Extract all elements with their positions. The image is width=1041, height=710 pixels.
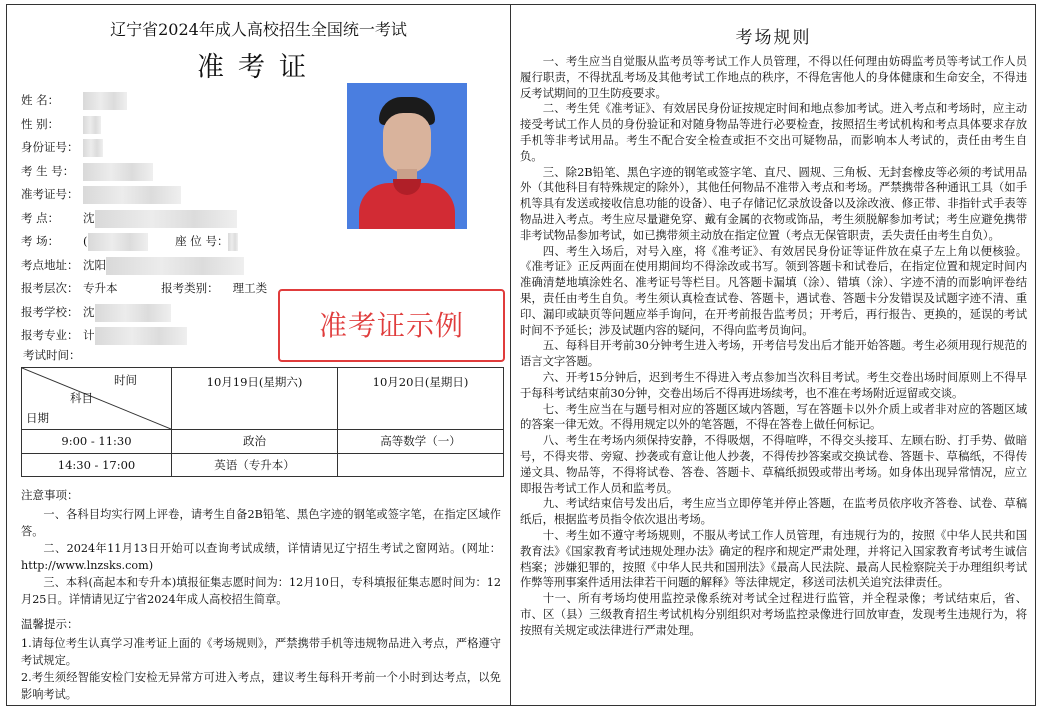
redacted-value bbox=[83, 139, 103, 157]
field-label: 考 场： bbox=[21, 234, 60, 248]
time-slot: 14:30 - 17:00 bbox=[22, 453, 172, 477]
header-time: 时间 bbox=[114, 373, 137, 387]
rule-item: 一、考生应当自觉服从监考员等考试工作人员管理，不得以任何理由妨碍监考员等考试工作人员履行职责，不得扰乱考场及其他考试工作地点的秩序，不得危害他人的身体健康和生命安全，不得违反考试期间的卫生防疫要求。 bbox=[520, 54, 1027, 100]
ticket-subtitle: 准考证 bbox=[197, 52, 320, 83]
rules-title: 考场规则 bbox=[735, 28, 812, 48]
field-gender bbox=[21, 113, 351, 137]
field-label: 考 生 号： bbox=[21, 163, 75, 178]
rule-item: 二、考生凭《准考证》、有效居民身份证按规定时间和地点参加考试。进入考点和考场时，应主动接受考试工作人员的身份验证和对随身物品等进行必要检查，按照招生考试机构和考点具体要求存放手机等非考试用品。考生不配合安全检查或拒不交出可疑物品，而影响本人考试的，责任由考生自负。 bbox=[520, 101, 1027, 163]
admission-ticket bbox=[7, 5, 510, 705]
header-subject: 科目 bbox=[70, 391, 93, 405]
field-id-number bbox=[21, 136, 351, 160]
subject-cell: 政治 bbox=[172, 430, 338, 454]
field-label: 准考证号： bbox=[21, 187, 79, 201]
header-date: 日期 bbox=[26, 411, 49, 425]
redacted-value bbox=[95, 327, 187, 345]
date-header-2: 10月20日(星期日) bbox=[338, 368, 504, 430]
sample-stamp: 准考证示例 bbox=[278, 289, 505, 362]
field-label: 性 别： bbox=[21, 116, 60, 131]
rule-item: 四、考生入场后，对号入座，将《准考证》、有效居民身份证等证件放在桌子左上角以便核验。《准考证》正反两面在使用期间均不得涂改或书写。领到答题卡和试卷后，在指定位置和规定时间内准确清楚地填涂姓名、准考证号等栏目。凡答题卡漏填（涂）、错填（涂）、字迹不清的而影响评卷结果，责任由考生自负。考生须认真检查试卷、答题卡，遇试卷、答题卡分发错误及试题字迹不清、重印、漏印或缺页等问题应举手询问，在开考前报告监考员；开考后，再行报告、更换的，延误的考试时间不予延长；涉及试题内容的疑问，不得向监考员询问。 bbox=[520, 243, 1027, 337]
field-label: 报考学校： bbox=[21, 304, 79, 319]
redacted-value bbox=[95, 210, 237, 228]
subject-cell: 英语（专升本） bbox=[172, 453, 338, 477]
field-exam-site bbox=[21, 207, 351, 231]
subject-cell: 高等数学（一） bbox=[338, 430, 504, 454]
field-exam-room bbox=[21, 230, 351, 254]
field-value: 专升本 bbox=[83, 281, 118, 295]
field-site-address bbox=[21, 254, 351, 278]
redacted-value bbox=[106, 257, 244, 275]
tips-title: 温馨提示： bbox=[21, 617, 79, 631]
rule-item: 八、考生在考场内须保持安静，不得吸烟，不得喧哗，不得交头接耳、左顾右盼、打手势、做暗号，不得夹带、旁窥、抄袭或有意让他人抄袭，不得传抄答案或交换试卷、答题卡、草稿纸，不得传递文具、物品等，不得将试卷、答卷、答题卡、草稿纸损毁或带出考场。如身体出现异常情况，应立即报告考试工作人员和监考员。 bbox=[520, 433, 1027, 495]
rule-item: 十、考生如不遵守考场规则，不服从考试工作人员管理，有违规行为的，按照《中华人民共和国教育法》《国家教育考试违规处理办法》确定的程序和规定严肃处理，并将记入国家教育考试考生诚信档案；涉嫌犯罪的，按照《中华人民共和国刑法》《最高人民法院、最高人民检察院关于办理组织考试作弊等刑事案件适用法律若干问题的解释》等法律规定，移送司法机关追究法律责任。 bbox=[520, 527, 1027, 590]
field-ticket-number bbox=[21, 183, 351, 207]
redacted-value bbox=[83, 92, 127, 110]
field-candidate-number bbox=[21, 160, 351, 184]
field-label-seat: 座 位 号： bbox=[175, 234, 229, 248]
notes-section bbox=[21, 487, 501, 703]
note-item: 三、本科(高起本和专升本)填报征集志愿时间为：12月10日，专科填报征集志愿时间为：12月25日。详情请见辽宁省2024年成人高校招生简章。 bbox=[21, 576, 501, 606]
field-label-category: 报考类别： bbox=[161, 281, 219, 295]
admission-ticket-page bbox=[6, 4, 1036, 706]
field-label: 考 点： bbox=[21, 210, 60, 225]
field-value: 沈 bbox=[83, 304, 95, 319]
field-name bbox=[21, 89, 351, 113]
table-row bbox=[22, 453, 504, 477]
field-value: 沈阳 bbox=[83, 257, 106, 272]
ticket-title: 辽宁省2024年成人高校招生全国统一考试 bbox=[110, 20, 407, 39]
redacted-value bbox=[83, 186, 181, 204]
field-label: 报考专业： bbox=[21, 328, 79, 342]
note-item: 一、各科目均实行网上评卷，请考生自备2B铅笔、黑色字迹的钢笔或签字笔，在指定区域作答。 bbox=[21, 508, 501, 538]
time-slot: 9:00 - 11:30 bbox=[22, 430, 172, 454]
rule-item: 七、考生应当在与题号相对应的答题区域内答题，写在答题卡以外介质上或者非对应的答题区域的答案一律无效。不得用规定以外的笔答题，不得在答卷上做任何标记。 bbox=[520, 401, 1027, 432]
exam-rules bbox=[511, 5, 1037, 705]
field-label: 身份证号： bbox=[21, 140, 79, 154]
candidate-photo bbox=[347, 83, 467, 229]
exam-schedule-table bbox=[21, 367, 504, 477]
field-value: ( bbox=[83, 234, 88, 248]
date-header-1: 10月19日(星期六) bbox=[172, 368, 338, 430]
subject-cell bbox=[338, 453, 504, 477]
redacted-value bbox=[88, 233, 148, 251]
rule-item: 三、除2B铅笔、黑色字迹的钢笔或签字笔、直尺、圆规、三角板、无封套橡皮等必须的考试用品外（其他科目有特殊规定的除外），其他任何物品不准带入考点和考场。严禁携带各种通讯工具（如手机等具有发送或接收信息功能的设备）、电子存储记忆录放设备以及涂改液、修正带、非指针式手表等物品进入考点。考生应尽量避免穿、戴有金属的衣物或饰品，考生须脱解参加考试；考生应避免携带非考试物品参加考试，如已携带须主动放在指定位置（考点无保管职责，丢失责任由考生自负）。 bbox=[520, 164, 1027, 242]
field-value: 计 bbox=[83, 328, 95, 342]
rules-list bbox=[520, 54, 1027, 638]
redacted-value bbox=[83, 163, 153, 181]
field-value: 沈 bbox=[83, 210, 95, 225]
rule-item: 六、开考15分钟后，迟到考生不得进入考点参加当次科目考试。考生交卷出场时间原则上不得早于每科考试结束前30分钟，交卷出场后不得再进场续考，也不准在考场附近逗留或交谈。 bbox=[520, 369, 1027, 400]
notes-title: 注意事项： bbox=[21, 488, 79, 502]
redacted-value bbox=[95, 304, 171, 322]
schedule-header-diagonal bbox=[22, 368, 172, 430]
redacted-value bbox=[83, 116, 101, 134]
field-label: 考点地址： bbox=[21, 257, 79, 272]
field-label: 姓 名： bbox=[21, 93, 60, 107]
exam-time-label: 考试时间： bbox=[23, 348, 81, 362]
tip-item: 1.请每位考生认真学习准考证上面的《考场规则》，严禁携带手机等违规物品进入考点，严格遵守考试规定。 bbox=[21, 637, 501, 667]
field-value-category: 理工类 bbox=[232, 281, 268, 295]
rule-item: 十一、所有考场均使用监控录像系统对考试全过程进行监管，并全程录像；考试结束后，省、市、区（县）三级教育招生考试机构分别组织对考场监控录像进行回放审查，发现考生违规行为，将按照有关规定或法律进行严肃处理。 bbox=[520, 591, 1027, 637]
rule-item: 五、每科目开考前30分钟考生进入考场，开考信号发出后才能开始答题。考生必须用现行规范的语言文字答题。 bbox=[520, 338, 1027, 369]
table-row bbox=[22, 430, 504, 454]
tip-item: 2.考生须经智能安检门安检无异常方可进入考点，建议考生每科开考前一个小时到达考点，以免影响考试。 bbox=[21, 671, 501, 701]
redacted-value bbox=[228, 233, 238, 251]
rule-item: 九、考试结束信号发出后，考生应当立即停笔并停止答题，在监考员依序收齐答卷、试卷、草稿纸后，根据监考员指令依次退出考场。 bbox=[520, 496, 1027, 527]
field-label: 报考层次： bbox=[21, 281, 79, 295]
note-item: 二、2024年11月13日开始可以查询考试成绩，详情请见辽宁招生考试之窗网站。(网址：http://www.lnzsks.com) bbox=[21, 542, 501, 572]
